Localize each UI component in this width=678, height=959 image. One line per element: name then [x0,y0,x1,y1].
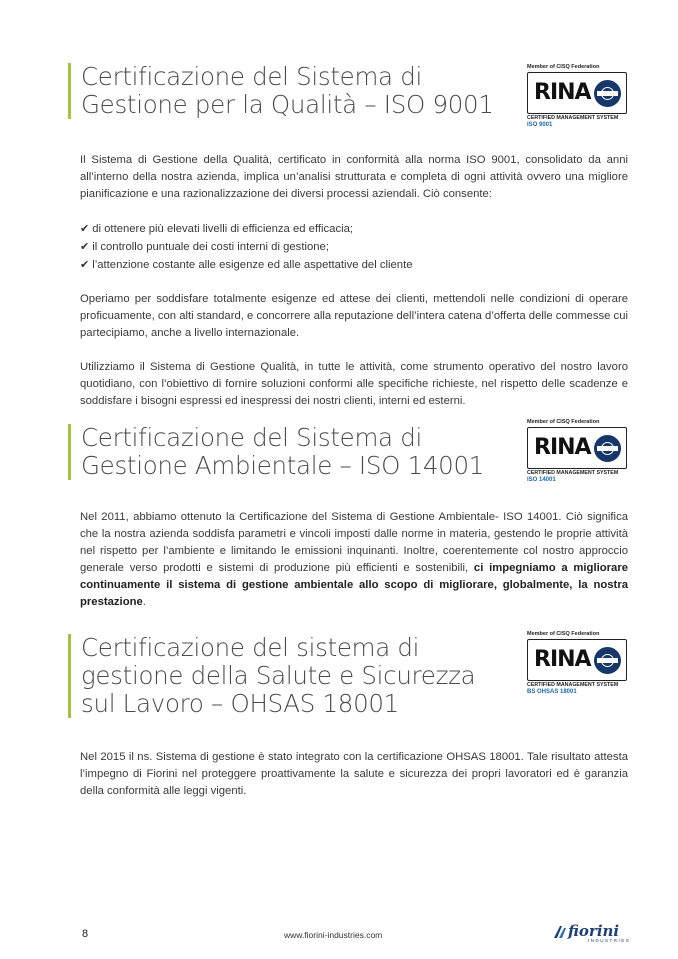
iqnet-seal-icon [594,647,621,674]
paragraph: Nel 2011, abbiamo ottenuto la Certificazione del Sistema di Gestione Ambientale- ISO 14001. Ciò significa che la nostra azienda soddisfa parametri e vincoli imposti dalle norme in materia, gestendo le proprie attività nel rispetto per l’ambiente e limitando le emissioni inquinanti. Inoltre, coerentemente col nostro approccio generale verso prodotti e sistemi di produzione più efficienti e sostenibili, ci impegniamo a migliorare continuamente il sistema di gestione ambientale allo scopo di migliorare, globalmente, la nostra prestazione. [80,511,628,608]
heading-line: Certificazione del Sistema di [81,423,422,452]
section-2-heading [68,424,484,480]
badge-member-text: Member of CISQ Federation [527,631,600,637]
badge-member-text: Member of CISQ Federation [527,419,600,425]
badge-standard: ISO 9001 [527,122,553,128]
badge-certified-text: CERTIFIED MANAGEMENT SYSTEM [527,470,619,476]
paragraph: Nel 2015 il ns. Sistema di gestione è stato integrato con la certificazione OHSAS 18001. Tale risultato attesta l’impegno di Fiorini nel proteggere proattivamente la salute e sicurezza dei propri lavoratori ed è garanzia della conformità alle leggi vigenti. [80,751,628,797]
rina-iso14001-badge [527,419,629,489]
iqnet-seal-icon [594,435,621,462]
section-2-body [80,509,628,611]
section-3-heading [68,634,475,718]
badge-frame [527,427,627,469]
heading-line: Gestione Ambientale – ISO 14001 [81,451,485,480]
rina-ohsas18001-badge [527,631,629,701]
heading-line: sul Lavoro – OHSAS 18001 [81,689,399,718]
rina-iso9001-badge [527,64,629,134]
benefits-list [80,220,628,274]
heading-line: gestione della Salute e Sicurezza [81,661,476,690]
page-number: 8 [82,928,89,940]
badge-standard: ISO 14001 [527,477,556,483]
heading-line: Certificazione del sistema di [81,633,420,662]
iqnet-seal-icon [594,80,621,107]
badge-standard: BS OHSAS 18001 [527,689,577,695]
rina-logo: RINA [534,647,591,672]
check-icon: ✔ [80,222,90,235]
section-3-body [80,749,628,800]
brand-subtitle: INDUSTRIES [588,938,631,943]
rina-logo: RINA [534,80,591,105]
brand-name: fiorini [568,922,620,940]
fiorini-mark-icon [552,924,568,940]
badge-member-text: Member of CISQ Federation [527,64,600,70]
list-item: ✔ di ottenere più elevati livelli di efficienza ed efficacia; [80,222,354,235]
rina-logo: RINA [534,435,591,460]
badge-certified-text: CERTIFIED MANAGEMENT SYSTEM [527,682,619,688]
badge-frame [527,72,627,114]
bold-commitment: ci impegniamo a migliorare continuamente il sistema di gestione ambientale allo scopo di migliorare, globalmente, la nostra prestazione [80,562,628,608]
intro-paragraph: Il Sistema di Gestione della Qualità, certificato in conformità alla norma ISO 9001, consolidato da anni all’interno della nostra azienda, implica un’analisi strutturata e completa di ogni attività ovvero una migliore pianificazione e una razionalizzazione dei diversi processi aziendali. Ciò consente: [80,154,628,200]
check-icon: ✔ [80,240,90,253]
fiorini-logo [552,922,632,944]
paragraph: Operiamo per soddisfare totalmente esigenze ed attese dei clienti, mettendoli nelle condizioni di operare proficuamente, con alti standard, e concorrere alla reputazione dell’intera catena d’offerta delle commesse cui partecipiamo, anche a livello internazionale. [80,293,628,339]
badge-certified-text: CERTIFIED MANAGEMENT SYSTEM [527,115,619,121]
section-1-body [80,152,628,410]
badge-frame [527,639,627,681]
list-item: ✔ il controllo puntuale dei costi interni di gestione; [80,240,329,253]
check-icon: ✔ [80,258,90,271]
section-1-heading [68,63,494,119]
heading-line: Gestione per la Qualità – ISO 9001 [81,90,494,119]
heading-line: Certificazione del Sistema di [81,62,422,91]
paragraph: Utilizziamo il Sistema di Gestione Qualità, in tutte le attività, come strumento operativo del nostro lavoro quotidiano, con l’obiettivo di fornire soluzioni conformi alle specifiche richieste, nel rispetto delle scadenze e soddisfare i bisogni espressi ed inespressi dei nostri clienti, interni ed esterni. [80,361,628,407]
list-item: ✔ l’attenzione costante alle esigenze ed alle aspettative del cliente [80,258,413,271]
website-url: www.fiorini-industries.com [284,930,383,940]
